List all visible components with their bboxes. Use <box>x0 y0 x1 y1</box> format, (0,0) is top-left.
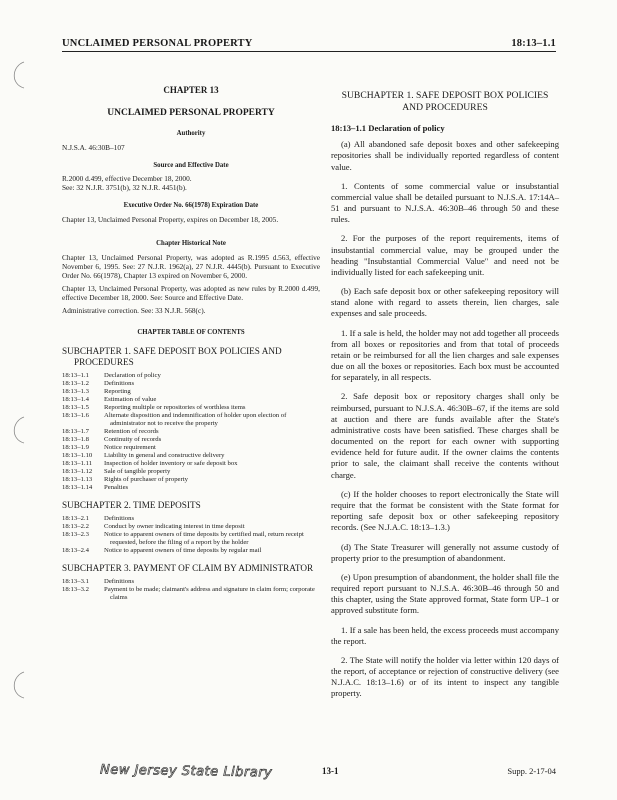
toc-entry <box>62 547 320 555</box>
toc-entry-number: 18:13–1.10 <box>62 452 93 460</box>
toc-entry <box>62 412 320 428</box>
section-paragraph: 2. For the purposes of the report requirements, items of insubstantial commercial value, may be grouped under the heading "Insubstantial Commercial Value" and need not be individually listed for each safekeeping unit. <box>331 233 559 277</box>
authority-text: N.J.S.A. 46:30B–107 <box>62 142 125 152</box>
toc-entry-title: Rights of purchaser of property <box>104 476 188 484</box>
toc-entry-title: Retention of records <box>104 427 159 435</box>
toc-entry-title: Notice to apparent owners of time deposits by certified mail, return receipt requested, before the filing of a report by the holder <box>104 531 304 547</box>
toc-entry-title: Payment to be made; claimant's address and signature in claim form; corporate claims <box>104 586 315 602</box>
subchapter-heading: SUBCHAPTER 1. SAFE DEPOSIT BOX POLICIES AND PROCEDURES <box>341 90 549 113</box>
toc-entry <box>62 578 320 586</box>
toc-entry <box>62 404 320 412</box>
toc-entry <box>62 436 320 444</box>
header-title: UNCLAIMED PERSONAL PROPERTY <box>62 38 253 49</box>
section-paragraph: (d) The State Treasurer will generally not assume custody of property prior to the presumption of abandonment. <box>331 541 559 563</box>
toc-entry-title: Reporting <box>104 387 131 395</box>
toc-entry-number: 18:13–1.5 <box>62 403 89 411</box>
toc-entry-title: Definitions <box>104 578 135 586</box>
toc-entry-title: Alternate disposition and indemnification of holder upon election of administrator not to receive the property <box>104 411 287 427</box>
toc-subchapter-3-heading: SUBCHAPTER 3. PAYMENT OF CLAIM BY ADMINISTRATOR <box>62 563 314 574</box>
section-paragraph: 1. Contents of some commercial value or insubstantial commercial value shall be detailed pursuant to N.J.S.A. 17:14A–51 and pursuant to N.J.S.A. 46:30B–46 through 50 and these rules. <box>331 180 559 225</box>
toc-entry-title: Sale of tangible property <box>104 468 171 476</box>
supplement-date: Supp. 2-17-04 <box>507 766 556 776</box>
toc-entry-number: 18:13–1.13 <box>62 476 93 484</box>
toc-entry <box>62 484 320 492</box>
source-text: R.2000 d.499, effective December 18, 2000. See: 32 N.J.R. 3751(b), 32 N.J.R. 4451(b). <box>62 174 192 193</box>
toc-entry-title: Liability in general and constructive delivery <box>104 452 225 460</box>
toc-subchapter-2-list <box>62 515 320 555</box>
toc-entry <box>62 515 320 523</box>
toc-entry-number: 18:13–2.4 <box>62 547 89 555</box>
toc-entry-number: 18:13–1.8 <box>62 435 89 443</box>
historical-note-p1: Chapter 13, Unclaimed Personal Property, was adopted as R.1995 d.563, effective November 6, 1995. See: 27 N.J.R. 1962(a), 27 N.J.R. 4445(b). Pursuant to Executive Order No. 66(1978), Chapter 13 expired on November 6, 2000. <box>62 252 320 280</box>
toc-entry-title: Notice requirement <box>104 443 156 451</box>
toc-entry <box>62 428 320 436</box>
historical-note-p3: Administrative correction. See: 33 N.J.R. 568(c). <box>62 306 206 316</box>
running-header <box>62 38 556 52</box>
section-paragraph: 2. The State will notify the holder via letter within 120 days of the report, of acceptance or rejection of constructive delivery (see N.J.A.C. 18:13–1.6) or of its intent to inspect any tangible property. <box>331 654 559 699</box>
toc-entry <box>62 388 320 396</box>
section-paragraph: (b) Each safe deposit box or other safekeeping repository will stand alone with regard to assets therein, lien charges, sale expenses and sale proceeds. <box>331 286 559 319</box>
section-paragraph: 1. If a sale has been held, the excess proceeds must accompany the report. <box>331 624 559 646</box>
toc-entry <box>62 372 320 380</box>
toc-entry <box>62 586 320 602</box>
toc-entry-title: Notice to apparent owners of time deposits by regular mail <box>104 547 262 555</box>
toc-entry-number: 18:13–2.3 <box>62 531 89 539</box>
section-paragraph: (e) Upon presumption of abandonment, the holder shall file the required report pursuant to N.J.S.A. 46:30B–46 through 50 and this chapter, using the State approved format, State form UP–1 or approved substitute form. <box>331 571 559 616</box>
right-column <box>331 90 559 708</box>
toc-entry <box>62 476 320 484</box>
binder-hole-mark <box>6 415 28 445</box>
toc-entry-number: 18:13–1.12 <box>62 468 93 476</box>
section-paragraph: (a) All abandoned safe deposit boxes and other safekeeping repositories shall be individually reported regardless of content value. <box>331 139 559 172</box>
toc-entry <box>62 460 320 468</box>
page-number: 13-1 <box>322 766 339 776</box>
toc-entry-number: 18:13–1.4 <box>62 395 89 403</box>
binder-hole-mark <box>6 60 28 90</box>
toc-entry-title: Inspection of holder inventory or safe deposit box <box>104 460 238 468</box>
toc-entry-title: Declaration of policy <box>104 371 161 379</box>
historical-note-p2: Chapter 13, Unclaimed Personal Property, was adopted as new rules by R.2000 d.499, effective December 18, 2000. See: Source and Effective Date. <box>62 283 320 302</box>
toc-entry-number: 18:13–3.1 <box>62 578 89 586</box>
toc-entry-title: Conduct by owner indicating interest in time deposit <box>104 523 245 531</box>
toc-entry-number: 18:13–1.11 <box>62 460 93 468</box>
toc-subchapter-3-list <box>62 578 320 602</box>
toc-entry-title: Reporting multiple or repositories of worthless items <box>104 403 246 411</box>
toc-entry <box>62 396 320 404</box>
header-section-number: 18:13–1.1 <box>511 38 556 49</box>
exec-order-heading: Executive Order No. 66(1978) Expiration Date <box>123 202 259 210</box>
toc-entry-number: 18:13–1.9 <box>62 443 89 451</box>
toc-entry <box>62 444 320 452</box>
section-paragraph: 1. If a sale is held, the holder may not add together all proceeds from all boxes or repositories and from that total of proceeds retain or be reimbursed for all the lien charges and sale expenses due on all the boxes or repositories. Each box must be accounted for separately, in all respects. <box>331 327 559 383</box>
toc-entry-number: 18:13–1.3 <box>62 387 89 395</box>
authority-heading: Authority <box>176 130 206 138</box>
toc-entry <box>62 468 320 476</box>
section-paragraph: (c) If the holder chooses to report electronically the State will require that the format be consistent with the State format for reporting safe deposit box or other safekeeping repository records. (See N.J.A.C. 18:13–1.3.) <box>331 488 559 533</box>
binder-hole-mark <box>6 670 28 700</box>
toc-entry-number: 18:13–2.1 <box>62 515 89 523</box>
toc-entry-number: 18:13–2.2 <box>62 523 89 531</box>
toc-entry <box>62 531 320 547</box>
toc-entry-number: 18:13–1.6 <box>62 411 89 419</box>
toc-entry-title: Definitions <box>104 515 135 523</box>
exec-order-text: Chapter 13, Unclaimed Personal Property, expires on December 18, 2005. <box>62 214 279 224</box>
toc-subchapter-1-list <box>62 372 320 492</box>
toc-entry <box>62 452 320 460</box>
toc-entry-number: 18:13–1.7 <box>62 427 89 435</box>
toc-entry-number: 18:13–1.1 <box>62 371 89 379</box>
toc-entry-number: 18:13–1.2 <box>62 379 89 387</box>
toc-entry-title: Definitions <box>104 379 135 387</box>
section-paragraph: 2. Safe deposit box or repository charges shall only be reimbursed, pursuant to N.J.S.A. 46:30B–67, if the items are sold at auction and there are funds available after the State's administrative costs have been satisfied. These charges shall be documented on the report for each owner with supporting evidence held for future audit. If the owner claims the contents prior to sale, the claimant shall receive the contents without charge. <box>331 391 559 480</box>
left-column <box>62 85 320 602</box>
chapter-number: CHAPTER 13 <box>163 85 219 95</box>
toc-entry-title: Continuity of records <box>104 435 162 443</box>
toc-title: CHAPTER TABLE OF CONTENTS <box>137 329 245 337</box>
toc-subchapter-1-heading: SUBCHAPTER 1. SAFE DEPOSIT BOX POLICIES AND PROCEDURES <box>62 345 282 367</box>
historical-note-heading: Chapter Historical Note <box>156 240 226 248</box>
source-heading: Source and Effective Date <box>153 161 229 169</box>
library-stamp: New Jersey State Library <box>99 762 273 781</box>
toc-entry <box>62 523 320 531</box>
toc-entry-number: 18:13–3.2 <box>62 586 89 594</box>
toc-entry-title: Penalties <box>104 484 129 492</box>
toc-entry-number: 18:13–1.14 <box>62 484 93 492</box>
toc-entry <box>62 380 320 388</box>
toc-entry-title: Estimation of value <box>104 395 157 403</box>
section-heading: 18:13–1.1 Declaration of policy <box>331 123 445 133</box>
section-body <box>331 139 559 699</box>
chapter-title: UNCLAIMED PERSONAL PROPERTY <box>107 108 275 119</box>
toc-subchapter-2-heading: SUBCHAPTER 2. TIME DEPOSITS <box>62 500 201 511</box>
